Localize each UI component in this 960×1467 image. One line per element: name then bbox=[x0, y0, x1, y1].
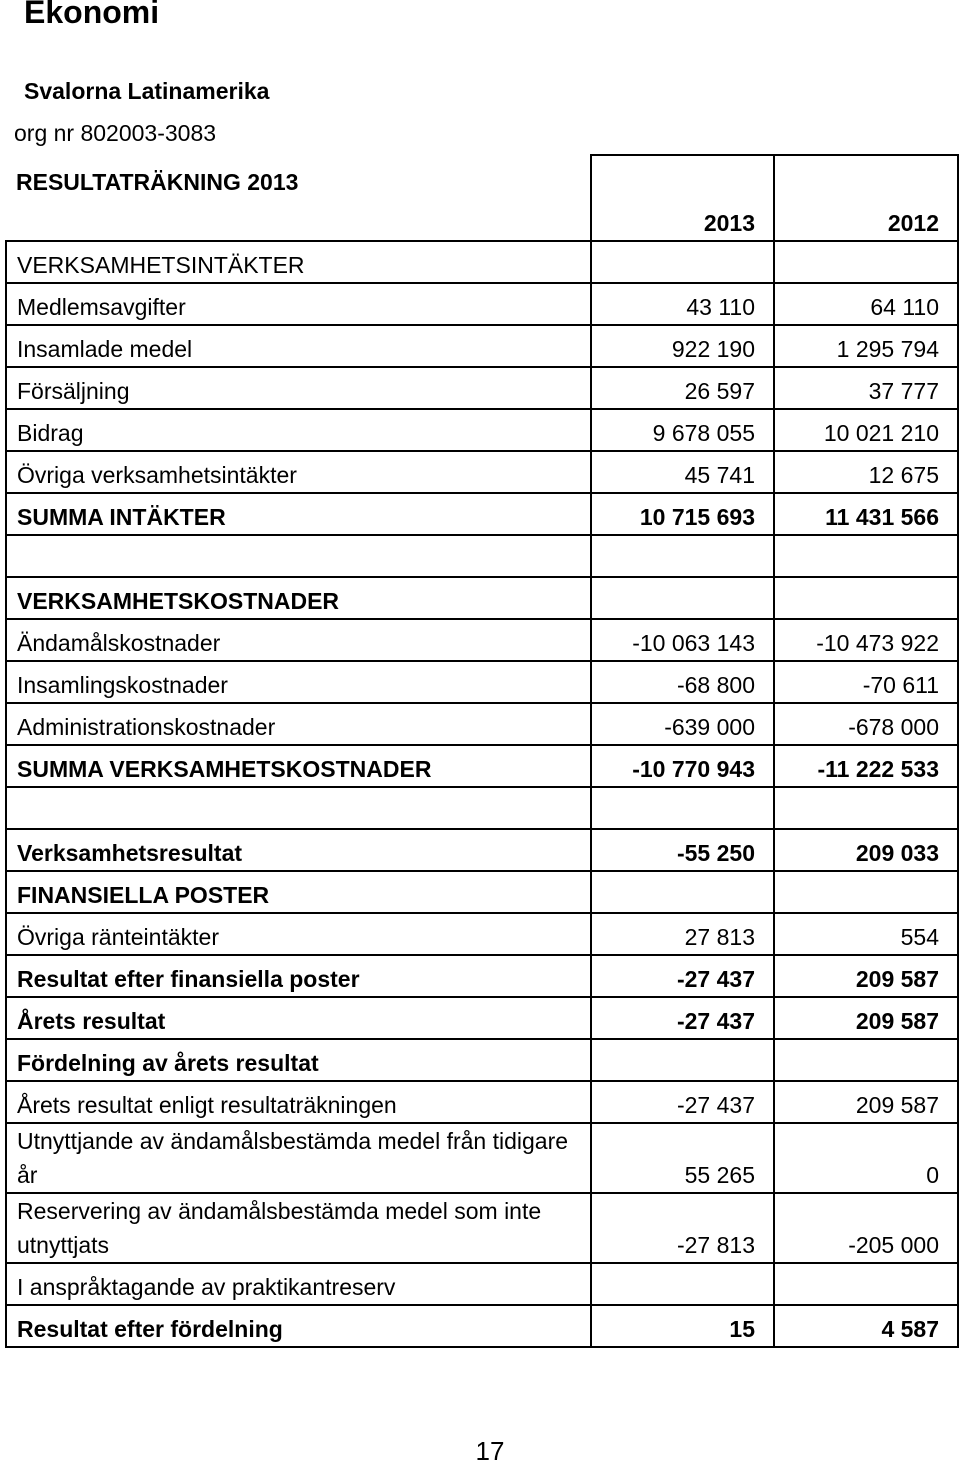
row-value-2013: 10 715 693 bbox=[591, 493, 774, 535]
table-row bbox=[6, 829, 958, 871]
row-value-2012: 1 295 794 bbox=[774, 325, 958, 367]
empty-cell bbox=[591, 155, 774, 199]
row-value-2013 bbox=[591, 1263, 774, 1305]
row-value-2013: 15 bbox=[591, 1305, 774, 1347]
row-value-2013: 26 597 bbox=[591, 367, 774, 409]
row-value-2013: -27 437 bbox=[591, 1081, 774, 1123]
row-label: Årets resultat bbox=[6, 997, 591, 1039]
year-header-2013: 2013 bbox=[591, 199, 774, 241]
row-label: Fördelning av årets resultat bbox=[6, 1039, 591, 1081]
row-label: Försäljning bbox=[6, 367, 591, 409]
row-value-2013 bbox=[591, 535, 774, 577]
row-value-2012: 554 bbox=[774, 913, 958, 955]
row-label: FINANSIELLA POSTER bbox=[6, 871, 591, 913]
page-heading: Ekonomi bbox=[24, 0, 160, 30]
row-label: Insamlade medel bbox=[6, 325, 591, 367]
row-label: Bidrag bbox=[6, 409, 591, 451]
row-value-2013: 922 190 bbox=[591, 325, 774, 367]
table-row bbox=[6, 493, 958, 535]
row-value-2013 bbox=[591, 871, 774, 913]
row-value-2013: -10 063 143 bbox=[591, 619, 774, 661]
row-value-2012: -70 611 bbox=[774, 661, 958, 703]
income-statement-table bbox=[5, 154, 959, 1348]
row-value-2013: -68 800 bbox=[591, 661, 774, 703]
row-label: Administrationskostnader bbox=[6, 703, 591, 745]
empty-cell bbox=[774, 155, 958, 199]
row-value-2013 bbox=[591, 241, 774, 283]
row-label: Resultat efter finansiella poster bbox=[6, 955, 591, 997]
table-row bbox=[6, 409, 958, 451]
table-row bbox=[6, 787, 958, 829]
row-value-2013 bbox=[591, 1039, 774, 1081]
row-value-2013: 9 678 055 bbox=[591, 409, 774, 451]
table-row bbox=[6, 703, 958, 745]
table-row bbox=[6, 1123, 958, 1193]
row-label: Utnyttjande av ändamålsbestämda medel från tidigare år bbox=[6, 1123, 591, 1193]
row-label: SUMMA INTÄKTER bbox=[6, 493, 591, 535]
table-row bbox=[6, 241, 958, 283]
row-label bbox=[6, 535, 591, 577]
report-title-row bbox=[6, 155, 958, 199]
organization-number: org nr 802003-3083 bbox=[14, 120, 217, 146]
row-value-2012: -205 000 bbox=[774, 1193, 958, 1263]
row-value-2012: 37 777 bbox=[774, 367, 958, 409]
report-title: RESULTATRÄKNING 2013 bbox=[6, 155, 591, 199]
row-value-2012: 4 587 bbox=[774, 1305, 958, 1347]
year-header-row bbox=[6, 199, 958, 241]
table-row bbox=[6, 913, 958, 955]
table-row bbox=[6, 367, 958, 409]
table-row bbox=[6, 535, 958, 577]
row-value-2012: 209 587 bbox=[774, 997, 958, 1039]
row-label: Övriga verksamhetsintäkter bbox=[6, 451, 591, 493]
row-value-2012: 209 033 bbox=[774, 829, 958, 871]
row-value-2013: -10 770 943 bbox=[591, 745, 774, 787]
row-label: VERKSAMHETSINTÄKTER bbox=[6, 241, 591, 283]
row-label: Övriga ränteintäkter bbox=[6, 913, 591, 955]
year-header-2012: 2012 bbox=[774, 199, 958, 241]
row-value-2012 bbox=[774, 535, 958, 577]
page-number: 17 bbox=[475, 1436, 505, 1466]
row-value-2012 bbox=[774, 871, 958, 913]
table-row bbox=[6, 871, 958, 913]
row-value-2012: -11 222 533 bbox=[774, 745, 958, 787]
table-row bbox=[6, 283, 958, 325]
row-value-2013 bbox=[591, 787, 774, 829]
row-value-2012 bbox=[774, 577, 958, 619]
table-row bbox=[6, 451, 958, 493]
row-value-2013: 27 813 bbox=[591, 913, 774, 955]
row-value-2012 bbox=[774, 787, 958, 829]
row-value-2012: 64 110 bbox=[774, 283, 958, 325]
table-row bbox=[6, 619, 958, 661]
row-label: Insamlingskostnader bbox=[6, 661, 591, 703]
table-row bbox=[6, 1263, 958, 1305]
organization-name: Svalorna Latinamerika bbox=[24, 78, 270, 104]
row-value-2012 bbox=[774, 1039, 958, 1081]
row-value-2013: 45 741 bbox=[591, 451, 774, 493]
row-value-2012 bbox=[774, 241, 958, 283]
table-row bbox=[6, 745, 958, 787]
table-row bbox=[6, 1305, 958, 1347]
row-label: I anspråktagande av praktikantreserv bbox=[6, 1263, 591, 1305]
table-row bbox=[6, 1081, 958, 1123]
row-value-2012 bbox=[774, 1263, 958, 1305]
row-value-2012: 11 431 566 bbox=[774, 493, 958, 535]
table-row bbox=[6, 325, 958, 367]
row-label: Verksamhetsresultat bbox=[6, 829, 591, 871]
row-value-2013: 43 110 bbox=[591, 283, 774, 325]
row-value-2012: 10 021 210 bbox=[774, 409, 958, 451]
row-value-2013: -55 250 bbox=[591, 829, 774, 871]
row-value-2012: 209 587 bbox=[774, 1081, 958, 1123]
row-value-2012: 12 675 bbox=[774, 451, 958, 493]
row-value-2012: 0 bbox=[774, 1123, 958, 1193]
row-value-2012: 209 587 bbox=[774, 955, 958, 997]
table-row bbox=[6, 997, 958, 1039]
row-label: Årets resultat enligt resultaträkningen bbox=[6, 1081, 591, 1123]
row-label: VERKSAMHETSKOSTNADER bbox=[6, 577, 591, 619]
table-row bbox=[6, 1039, 958, 1081]
table-row bbox=[6, 577, 958, 619]
row-label bbox=[6, 787, 591, 829]
row-value-2013: -27 437 bbox=[591, 955, 774, 997]
row-label: Resultat efter fördelning bbox=[6, 1305, 591, 1347]
row-value-2013 bbox=[591, 577, 774, 619]
table-row bbox=[6, 661, 958, 703]
row-value-2013: -27 437 bbox=[591, 997, 774, 1039]
year-header-label bbox=[6, 199, 591, 241]
table-row bbox=[6, 1193, 958, 1263]
row-label: Medlemsavgifter bbox=[6, 283, 591, 325]
row-value-2013: -639 000 bbox=[591, 703, 774, 745]
row-label: Reservering av ändamålsbestämda medel som inte utnyttjats bbox=[6, 1193, 591, 1263]
row-value-2013: -27 813 bbox=[591, 1193, 774, 1263]
row-label: Ändamålskostnader bbox=[6, 619, 591, 661]
row-label: SUMMA VERKSAMHETSKOSTNADER bbox=[6, 745, 591, 787]
row-value-2013: 55 265 bbox=[591, 1123, 774, 1193]
table-row bbox=[6, 955, 958, 997]
row-value-2012: -10 473 922 bbox=[774, 619, 958, 661]
row-value-2012: -678 000 bbox=[774, 703, 958, 745]
